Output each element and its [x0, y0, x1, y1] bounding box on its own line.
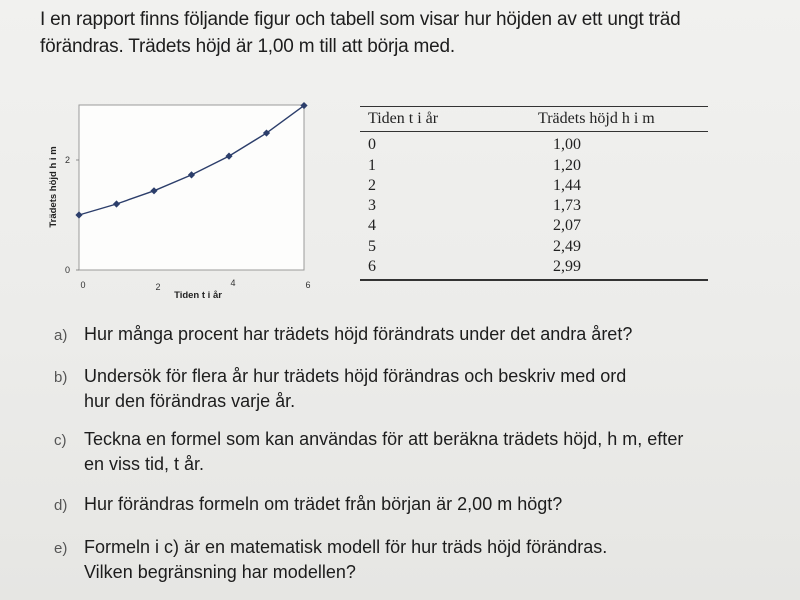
- y-axis-label: Trädets höjd h i m: [48, 146, 59, 228]
- time-cell: 3: [368, 197, 376, 215]
- time-cell: 2: [368, 176, 376, 194]
- time-cell: 6: [368, 258, 376, 276]
- table-row: [360, 156, 708, 176]
- question-text: Undersök för flera år hur trädets höjd förändras och beskriv med ord: [84, 366, 627, 386]
- question-letter: e): [54, 540, 68, 557]
- table-header-rule: [360, 131, 708, 132]
- table-row: [360, 176, 708, 196]
- intro-text: [40, 6, 760, 60]
- x-axis-label: Tiden t i år: [174, 290, 222, 301]
- x-tick-label: 2: [155, 282, 161, 292]
- question-c: [54, 427, 764, 477]
- question-text: Formeln i c) är en matematisk modell för hur träds höjd förändras.: [84, 537, 608, 557]
- question-text: en viss tid, t år.: [84, 454, 205, 474]
- height-cell: 1,44: [553, 176, 581, 194]
- time-cell: 1: [368, 156, 376, 174]
- question-a: [54, 322, 764, 347]
- question-letter: d): [54, 497, 68, 514]
- x-tick-label: 4: [230, 278, 236, 288]
- question-d: [54, 492, 764, 517]
- height-chart: [40, 95, 320, 305]
- question-letter: a): [54, 327, 68, 344]
- height-table: [360, 106, 708, 281]
- question-text: Hur förändras formeln om trädet från början är 2,00 m högt?: [84, 494, 563, 514]
- height-cell: 2,49: [553, 237, 581, 255]
- question-text: hur den förändras varje år.: [84, 391, 296, 411]
- table-row: [360, 257, 708, 277]
- time-cell: 5: [368, 237, 376, 255]
- question-e: [54, 535, 764, 585]
- table-header-row: [360, 109, 708, 129]
- table-row: [360, 196, 708, 216]
- height-cell: 2,99: [553, 258, 581, 276]
- height-cell: 1,20: [553, 156, 581, 174]
- time-cell: 0: [368, 136, 376, 154]
- table-bottom-rule: [360, 279, 708, 281]
- table-top-rule: [360, 106, 708, 107]
- question-text: Vilken begränsning har modellen?: [84, 562, 356, 582]
- height-cell: 1,73: [553, 197, 581, 215]
- time-cell: 4: [368, 217, 376, 235]
- height-cell: 2,07: [553, 217, 581, 235]
- table-row: [360, 135, 708, 155]
- table-row: [360, 237, 708, 257]
- x-tick-label: 0: [80, 280, 86, 290]
- intro-line-1: I en rapport finns följande figur och tabell som visar hur höjden av ett ungt träd: [40, 9, 681, 30]
- height-cell: 1,00: [553, 136, 581, 154]
- header-time: Tiden t i år: [368, 110, 439, 127]
- y-tick-label: 0: [64, 265, 70, 275]
- question-b: [54, 364, 764, 414]
- intro-line-2: förändras. Trädets höjd är 1,00 m till att börja med.: [40, 36, 455, 57]
- table-row: [360, 216, 708, 236]
- y-tick-label: 2: [64, 155, 70, 165]
- question-text: Hur många procent har trädets höjd förändrats under det andra året?: [84, 324, 633, 344]
- question-letter: c): [54, 432, 67, 449]
- question-letter: b): [54, 369, 68, 386]
- x-tick-label: 6: [305, 280, 311, 290]
- header-height: Trädets höjd h i m: [538, 110, 655, 127]
- question-text: Teckna en formel som kan användas för att beräkna trädets höjd, h m, efter: [84, 429, 684, 449]
